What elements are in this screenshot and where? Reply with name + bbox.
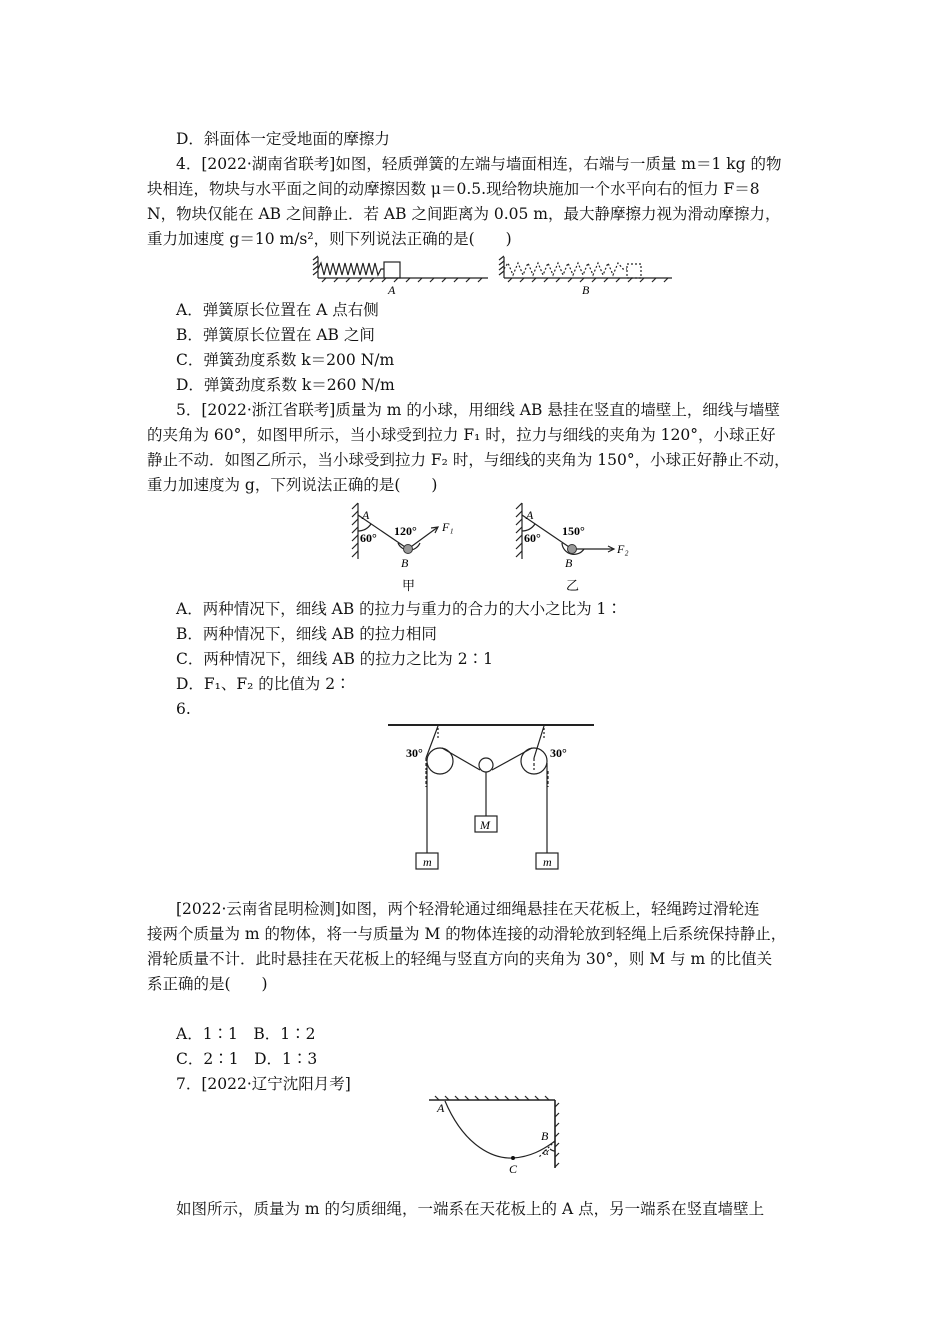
q4-option-d: D．弹簧劲度系数 k＝260 N/m: [176, 376, 395, 394]
q6-mass-center: M: [480, 818, 490, 832]
q5-jia-angle-force: 120°: [394, 524, 417, 538]
q4-label-b: B: [582, 283, 590, 297]
q5-stem-line-3: 静止不动．如图乙所示，当小球受到拉力 F₂ 时，与细线的夹角为 150°，小球正好静止不动，: [147, 451, 790, 469]
q7-label-a: A: [437, 1101, 445, 1115]
q5-stem-line-2: 的夹角为 60°，如图甲所示，当小球受到拉力 F₁ 时，拉力与细线的夹角为 120°，小球正好: [147, 426, 776, 444]
q7-stem-line-1: 如图所示，质量为 m 的匀质细绳，一端系在天花板上的 A 点，另一端系在竖直墙壁上: [176, 1200, 765, 1218]
q4-stem-line-1: 4．[2022·湖南省联考]如图，轻质弹簧的左端与墙面相连，右端与一质量 m＝1 kg 的物: [176, 155, 782, 173]
q4-option-a: A．弹簧原长位置在 A 点右侧: [176, 301, 379, 319]
q6-options-row-2: C．2∶1 D．1∶3: [176, 1050, 318, 1068]
q7-header: 7．[2022·辽宁沈阳月考]: [176, 1075, 351, 1093]
q7-label-c: C: [509, 1162, 518, 1176]
q6-number: 6.: [176, 700, 191, 718]
q4-option-b: B．弹簧原长位置在 AB 之间: [176, 326, 375, 344]
q5-yi-force: F₂: [617, 542, 629, 556]
q5-option-b: B．两种情况下，细线 AB 的拉力相同: [176, 625, 437, 643]
q6-stem-line-1: [2022·云南省昆明检测]如图，两个轻滑轮通过细绳悬挂在天花板上，轻绳跨过滑轮连: [176, 900, 760, 918]
q5-jia-force: F₁: [442, 520, 454, 534]
q5-jia-angle-wall: 60°: [360, 531, 377, 545]
q5-option-c: C．两种情况下，细线 AB 的拉力之比为 2∶1: [176, 650, 493, 668]
q6-angle-left: 30°: [406, 746, 423, 760]
q6-stem-line-4: 系正确的是( ): [147, 975, 268, 993]
q5-figure-jia: [346, 497, 484, 597]
q5-figure-yi: [510, 497, 650, 597]
q3-option-d: D．斜面体一定受地面的摩擦力: [176, 130, 390, 148]
q4-spring-figure: [312, 252, 676, 298]
q5-stem-line-1: 5．[2022·浙江省联考]质量为 m 的小球，用细线 AB 悬挂在竖直的墙壁上，细线与墙壁: [176, 401, 780, 419]
q6-pulley-figure: [384, 718, 598, 878]
q5-yi-label-a: A: [526, 508, 534, 522]
q5-yi-angle-wall: 60°: [524, 531, 541, 545]
q5-option-a: A．两种情况下，细线 AB 的拉力与重力的合力的大小之比为 1∶: [176, 600, 622, 618]
q6-stem-line-2: 接两个质量为 m 的物体，将一与质量为 M 的物体连接的动滑轮放到轻绳上后系统保持静止，: [147, 925, 787, 943]
q6-stem-line-3: 滑轮质量不计．此时悬挂在天花板上的轻绳与竖直方向的夹角为 30°，则 M 与 m 的比值关: [147, 950, 773, 968]
q5-yi-angle-force: 150°: [562, 524, 585, 538]
q7-angle-alpha: α: [543, 1146, 549, 1158]
q4-option-c: C．弹簧劲度系数 k＝200 N/m: [176, 351, 395, 369]
q6-options-row-1: A．1∶1 B．1∶2: [176, 1025, 316, 1043]
q7-rope-figure: [425, 1093, 565, 1177]
q5-yi-label-b: B: [565, 556, 573, 570]
q5-jia-label-b: B: [401, 556, 409, 570]
q4-label-a: A: [388, 283, 396, 297]
q4-stem-line-2: 块相连，物块与水平面之间的动摩擦因数 μ＝0.5.现给物块施加一个水平向右的恒力 F＝8: [147, 180, 760, 198]
q6-mass-right: m: [543, 855, 552, 869]
q6-mass-left: m: [423, 855, 432, 869]
q5-stem-line-4: 重力加速度为 g，下列说法正确的是( ): [147, 476, 438, 494]
q7-label-b: B: [541, 1129, 549, 1143]
q5-option-d: D．F₁、F₂ 的比值为 2∶: [176, 675, 351, 693]
q4-stem-line-4: 重力加速度 g＝10 m/s²，则下列说法正确的是( ): [147, 230, 512, 248]
q5-jia-caption: 甲: [402, 578, 416, 593]
q5-jia-label-a: A: [362, 508, 370, 522]
q5-yi-caption: 乙: [566, 578, 580, 593]
q6-angle-right: 30°: [550, 746, 567, 760]
q4-stem-line-3: N，物块仅能在 AB 之间静止．若 AB 之间距离为 0.05 m，最大静摩擦力视为滑动摩擦力，: [147, 205, 781, 223]
